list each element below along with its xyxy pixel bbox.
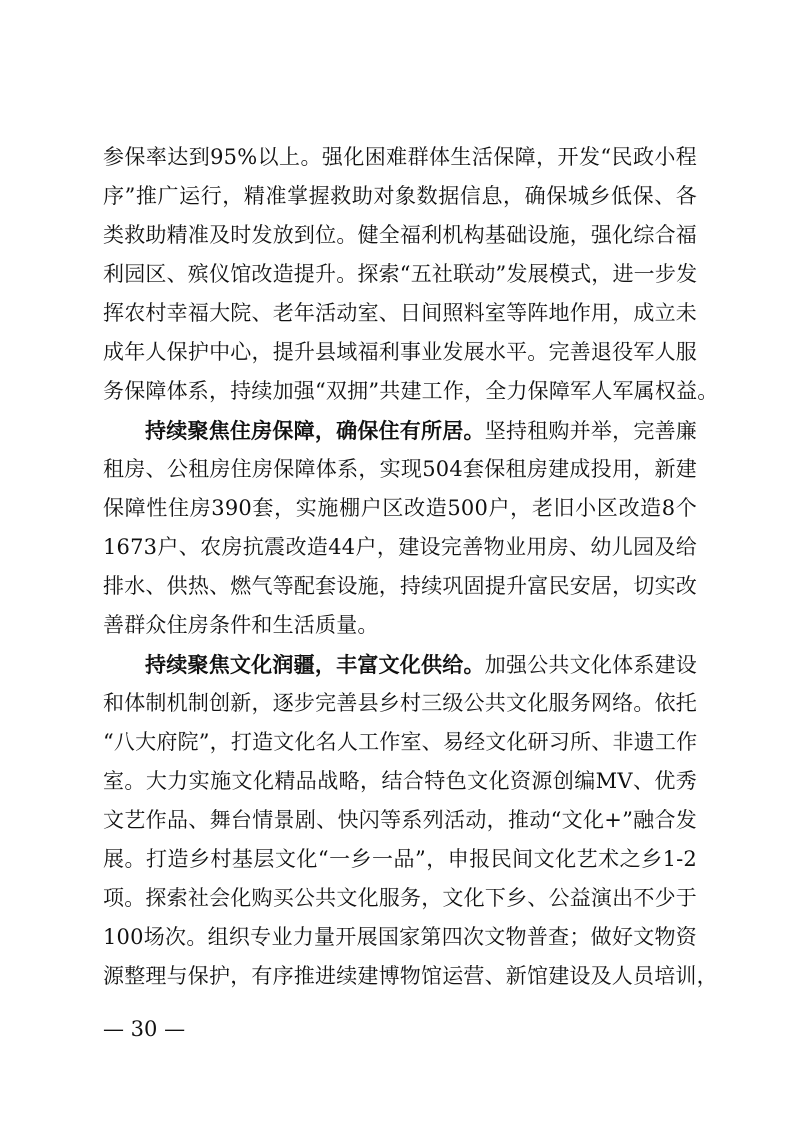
paragraph-2-first-line-text: 坚持租购并举，完善廉: [484, 419, 698, 443]
paragraph-2-line-2: 租房、公租房住房保障体系，实现504套保租房建成投用，新建: [103, 457, 697, 481]
paragraph-3-line-3: “八大府院”，打造文化名人工作室、易经文化研习所、非遗工作: [103, 730, 698, 754]
paragraph-2-line-5: 排水、供热、燃气等配套设施，持续巩固提升富民安居，切实改: [103, 574, 697, 598]
paragraph-1-line-3: 类救助精准及时发放到位。健全福利机构基础设施，强化综合福: [103, 223, 697, 247]
paragraph-2-heading: 持续聚焦住房保障，确保住有所居。: [145, 418, 485, 443]
paragraph-3-line-9: 源整理与保护，有序推进续建博物馆运营、新馆建设及人员培训，: [103, 964, 718, 988]
paragraph-2-line-3: 保障性住房390套，实施棚户区改造500户，老旧小区改造8个: [103, 496, 697, 520]
paragraph-1-line-1: 参保率达到95%以上。强化困难群体生活保障，开发“民政小程: [103, 145, 697, 169]
paragraph-3-line-2: 和体制机制创新，逐步完善县乡村三级公共文化服务网络。依托: [103, 691, 697, 715]
paragraph-3-line-7: 项。探索社会化购买公共文化服务，文化下乡、公益演出不少于: [103, 886, 697, 910]
body-text: [103, 138, 719, 996]
paragraph-3-first-line-text: 加强公共文化体系建设: [484, 653, 698, 677]
paragraph-2-line-6: 善群众住房条件和生活质量。: [103, 613, 379, 637]
page-number: — 30 —: [103, 1017, 186, 1041]
paragraph-2-line-4: 1673户、农房抗震改造44户，建设完善物业用房、幼儿园及给: [103, 535, 697, 559]
paragraph-1-line-2: 序”推广运行，精准掌握救助对象数据信息，确保城乡低保、各: [103, 184, 697, 208]
paragraph-1-line-6: 成年人保护中心，提升县域福利事业发展水平。完善退役军人服: [103, 340, 697, 364]
page-footer: [0, 1014, 792, 1044]
paragraph-3-line-4: 室。大力实施文化精品战略，结合特色文化资源创编MV、优秀: [103, 769, 697, 793]
paragraph-1-line-7: 务保障体系，持续加强“双拥”共建工作，全力保障军人军属权益。: [103, 379, 719, 403]
paragraph-3-line-8: 100场次。组织专业力量开展国家第四次文物普查；做好文物资: [103, 925, 697, 949]
paragraph-3-line-5: 文艺作品、舞台情景剧、快闪等系列活动，推动“文化+”融合发: [103, 808, 697, 832]
paragraph-1-line-4: 利园区、殡仪馆改造提升。探索“五社联动”发展模式，进一步发: [103, 262, 698, 286]
paragraph-3-line-6: 展。打造乡村基层文化“一乡一品”，申报民间文化艺术之乡1-2: [103, 847, 697, 871]
paragraph-3-heading: 持续聚焦文化润疆，丰富文化供给。: [145, 652, 485, 677]
paragraph-1-line-5: 挥农村幸福大院、老年活动室、日间照料室等阵地作用，成立未: [103, 301, 697, 325]
paragraph-2-line-1: [103, 411, 697, 450]
paragraph-3-line-1: [103, 645, 697, 684]
